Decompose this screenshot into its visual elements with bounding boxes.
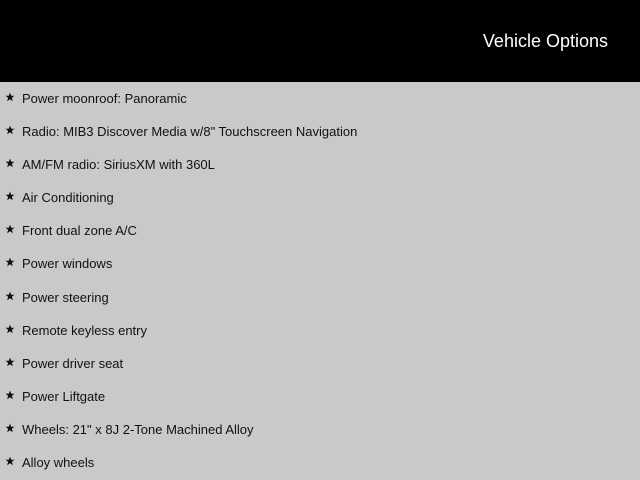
star-icon [5,390,15,400]
option-label: Power Liftgate [22,388,106,404]
option-list-item [0,214,640,247]
option-label: Power driver seat [22,355,124,371]
option-list-item [0,181,640,214]
option-label: Power steering [22,289,109,305]
option-list-item [0,314,640,347]
option-label: Remote keyless entry [22,322,147,338]
option-list-item [0,82,640,115]
option-list-item [0,380,640,413]
header-bar [0,0,640,82]
option-list-item [0,148,640,181]
option-list-item [0,413,640,446]
option-label: Front dual zone A/C [22,223,137,239]
option-label: Power moonroof: Panoramic [22,91,187,106]
star-icon [5,357,15,367]
option-label: Air Conditioning [22,190,114,206]
star-icon [5,423,15,433]
star-icon [5,158,15,168]
option-list-item [0,247,640,280]
page-title: Vehicle Options [482,31,608,51]
star-icon [5,92,15,102]
star-icon [5,191,15,201]
option-list-item [0,347,640,380]
star-icon [5,291,15,301]
star-icon [5,257,15,267]
option-label: AM/FM radio: SiriusXM with 360L [22,157,215,173]
star-icon [5,125,15,135]
option-list-item [0,446,640,479]
star-icon [5,324,15,334]
option-label: Wheels: 21" x 8J 2-Tone Machined Alloy [22,421,254,437]
option-label: Radio: MIB3 Discover Media w/8" Touchscreen Navigation [22,124,358,140]
option-label: Power windows [22,256,113,272]
option-list-item [0,115,640,148]
star-icon [5,224,15,234]
option-label: Alloy wheels [22,455,95,471]
vehicle-options-list [0,82,640,479]
option-list-item [0,281,640,314]
star-icon [5,456,15,466]
